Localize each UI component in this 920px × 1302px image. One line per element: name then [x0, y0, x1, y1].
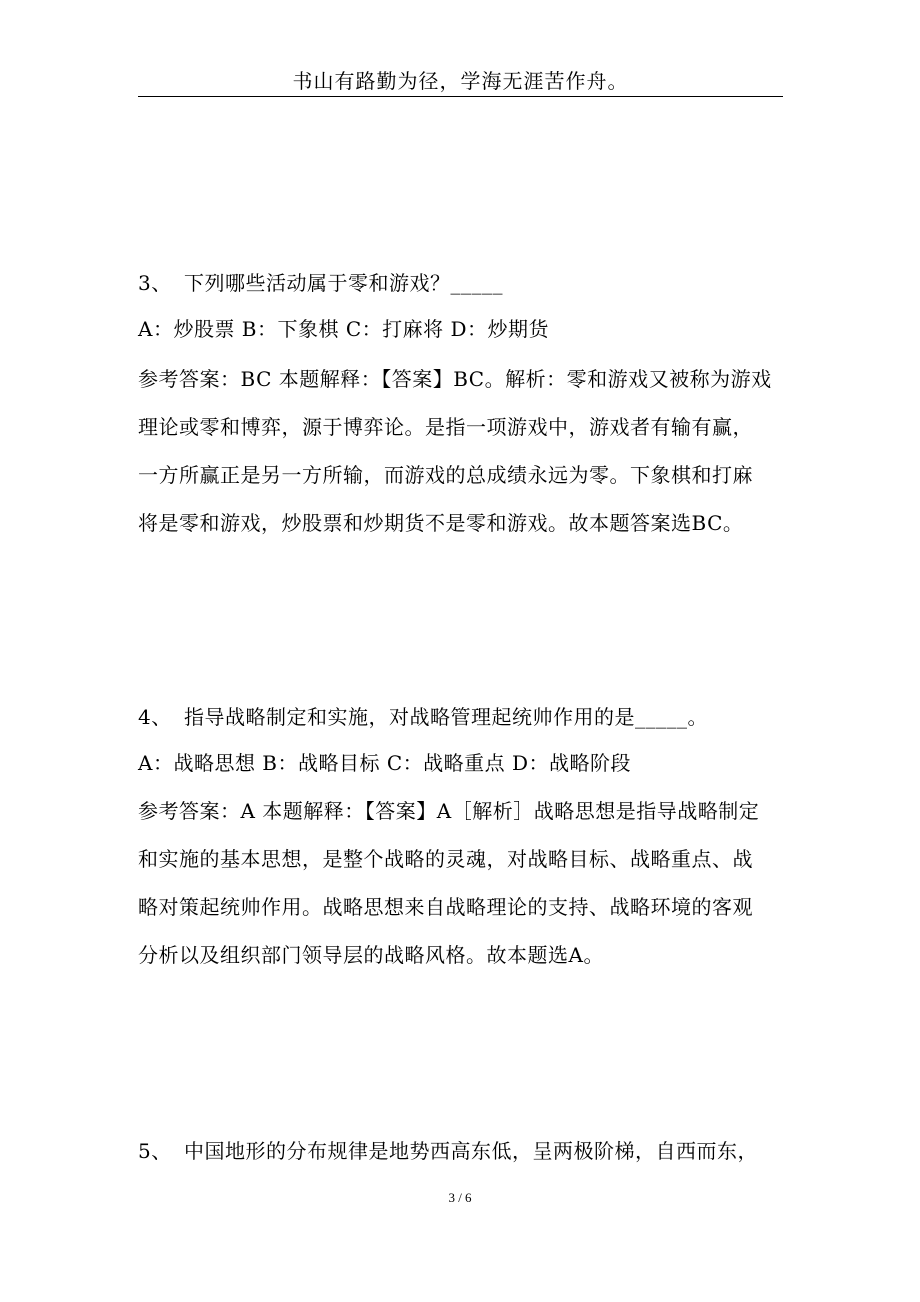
question-4-stem: 指导战略制定和实施，对战略管理起统帅作用的是_____。 [184, 705, 708, 729]
question-4-number: 4、 [138, 705, 172, 729]
question-3-answer-line-3: 一方所赢正是另一方所输，而游戏的总成绩永远为零。下象棋和打麻 [138, 463, 753, 487]
question-3-options: A：炒股票 B：下象棋 C：打麻将 D：炒期货 [138, 317, 550, 341]
question-5-number: 5、 [138, 1139, 172, 1163]
question-3-number: 3、 [138, 271, 172, 295]
question-5-stem: 中国地形的分布规律是地势西高东低，呈两极阶梯，自西而东， [184, 1139, 758, 1163]
question-3-answer-line-2: 理论或零和博弈，源于博弈论。是指一项游戏中，游戏者有输有赢， [138, 415, 753, 439]
question-3-stem-line [138, 268, 503, 298]
question-4-answer-line-2: 和实施的基本思想，是整个战略的灵魂，对战略目标、战略重点、战 [138, 847, 753, 871]
question-3-answer-line-1: 参考答案：BC 本题解释：【答案】BC。解析：零和游戏又被称为游戏 [138, 367, 772, 391]
question-4-options: A：战略思想 B：战略目标 C：战略重点 D：战略阶段 [138, 751, 632, 775]
question-4-answer-line-3: 略对策起统帅作用。战略思想来自战略理论的支持、战略环境的客观 [138, 895, 753, 919]
question-4-answer-line-1: 参考答案：A 本题解释：【答案】A［解析］战略思想是指导战略制定 [138, 799, 760, 823]
question-5-stem-line [138, 1136, 758, 1166]
question-3-stem: 下列哪些活动属于零和游戏？_____ [184, 271, 503, 295]
header-divider [138, 96, 783, 97]
question-4-stem-line [138, 702, 708, 732]
question-4-answer-line-4: 分析以及组织部门领导层的战略风格。故本题选A。 [138, 943, 604, 967]
question-3-answer-line-4: 将是零和游戏，炒股票和炒期货不是零和游戏。故本题答案选BC。 [138, 511, 744, 535]
page-header: 书山有路勤为径，学海无涯苦作舟。 [292, 69, 629, 93]
page-number: 3 / 6 [448, 1190, 472, 1205]
